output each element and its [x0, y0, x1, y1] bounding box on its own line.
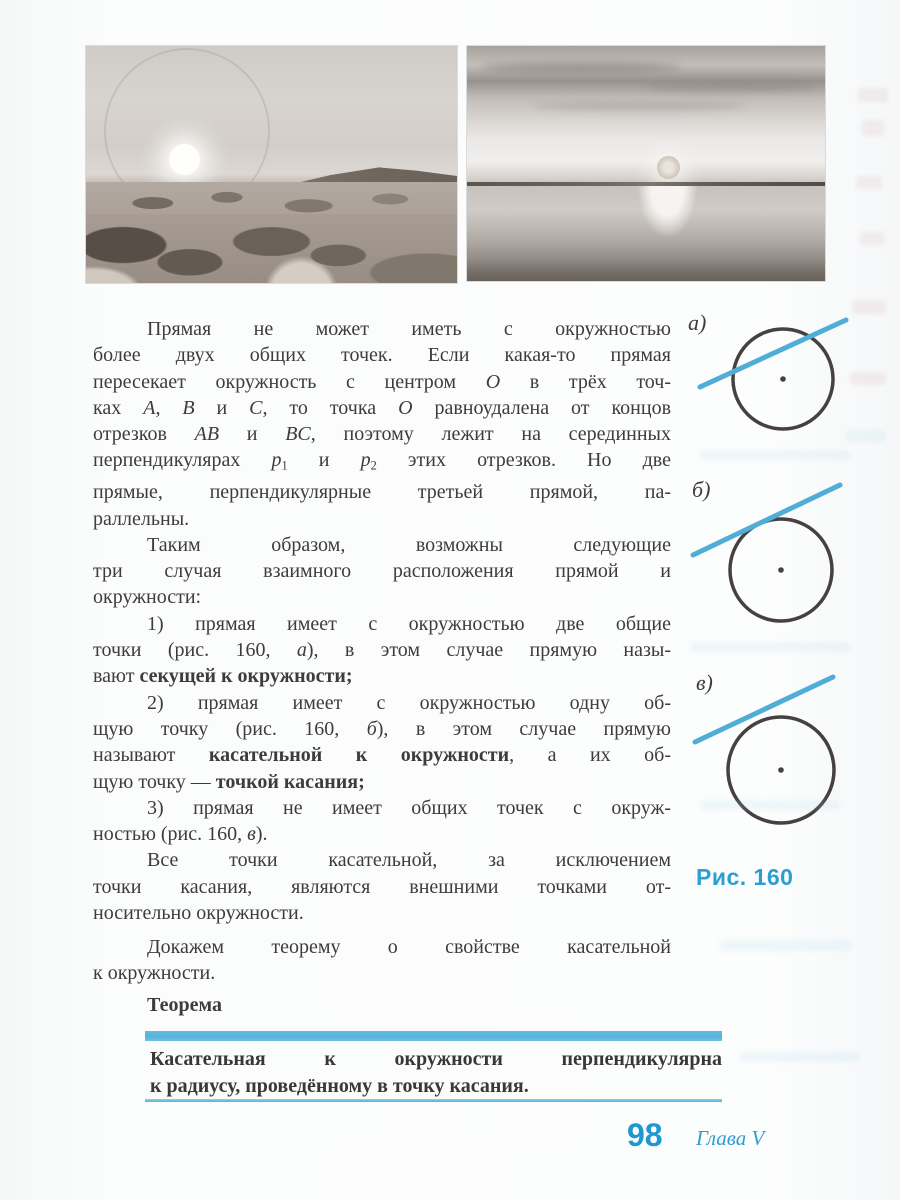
- theorem-heading: Теорема: [147, 994, 222, 1016]
- diagram-disjoint-line: [695, 677, 834, 823]
- photo-sunset-over-sea: [467, 46, 825, 281]
- paragraph-dokazhem: Докажем теорему о свойстве касательной к окружности.: [93, 936, 671, 985]
- bleed-artifact: [858, 88, 888, 102]
- bleed-artifact: [856, 176, 882, 189]
- figure-160-diagrams: [680, 300, 880, 915]
- photo-sun-over-valley: [86, 46, 457, 283]
- figure-caption: Рис. 160: [696, 864, 794, 890]
- sun-disc: [657, 156, 680, 179]
- diagram-secant-line: [700, 320, 846, 429]
- figure-label-c: в): [696, 670, 713, 695]
- bleed-artifact: [720, 940, 850, 951]
- body-text: Прямая не может иметь с окружностью более двух общих точек. Если какая-то прямая пересекает окружность с центром O в трёх точ- ках A, B и C, то точка O равноудалена от концов отрезков AB и BC, поэтому лежит на серединных перпендикулярах $p_1$ и $p_2$ этих отрезков. Но две прямые, перпендикулярные третьей прямой, па- раллельны. Таким образом, возможны следующие три случая взаимного расположения прямой и окружности: 1) прямая имеет с окружностью две общие точки (рис. 160, а), в этом случае прямую назы- вают секущей к окружности; 2) прямая имеет с окружностью одну об- щую точку (рис. 160, б), в этом случае прямую называют касательной к окружности, а их об- щую точку — точкой касания; 3) прямая не имеет общих точек с окруж- ностью (рис. 160, в). Все точки касательной, за исключением точки касания, являются внешними точками от- носительно окружности.: [93, 318, 672, 924]
- page-number: 98: [627, 1117, 663, 1153]
- circle-b-center-dot: [778, 567, 784, 573]
- theorem-bottom-rule: [145, 1099, 722, 1102]
- bleed-artifact: [862, 120, 884, 136]
- circle-a-center-dot: [780, 376, 786, 382]
- theorem-top-bar: [145, 1031, 722, 1041]
- figure-label-a: а): [688, 310, 707, 335]
- disjoint-line: [695, 677, 833, 742]
- photo-valley: [86, 182, 457, 216]
- figure-label-b: б): [692, 477, 711, 502]
- tangent-line: [693, 485, 840, 555]
- chapter-label: Глава V: [696, 1126, 765, 1150]
- circle-c-center-dot: [778, 767, 784, 773]
- diagram-tangent-line: [693, 485, 840, 621]
- photo-sea: [467, 186, 825, 281]
- bleed-artifact: [740, 1052, 860, 1062]
- photo-foreground: [86, 214, 457, 283]
- theorem-statement: Касательная к окружности перпендикулярна к радиусу, проведённому в точку касания.: [150, 1048, 722, 1097]
- sun-disc: [169, 144, 200, 175]
- bleed-artifact: [860, 232, 884, 245]
